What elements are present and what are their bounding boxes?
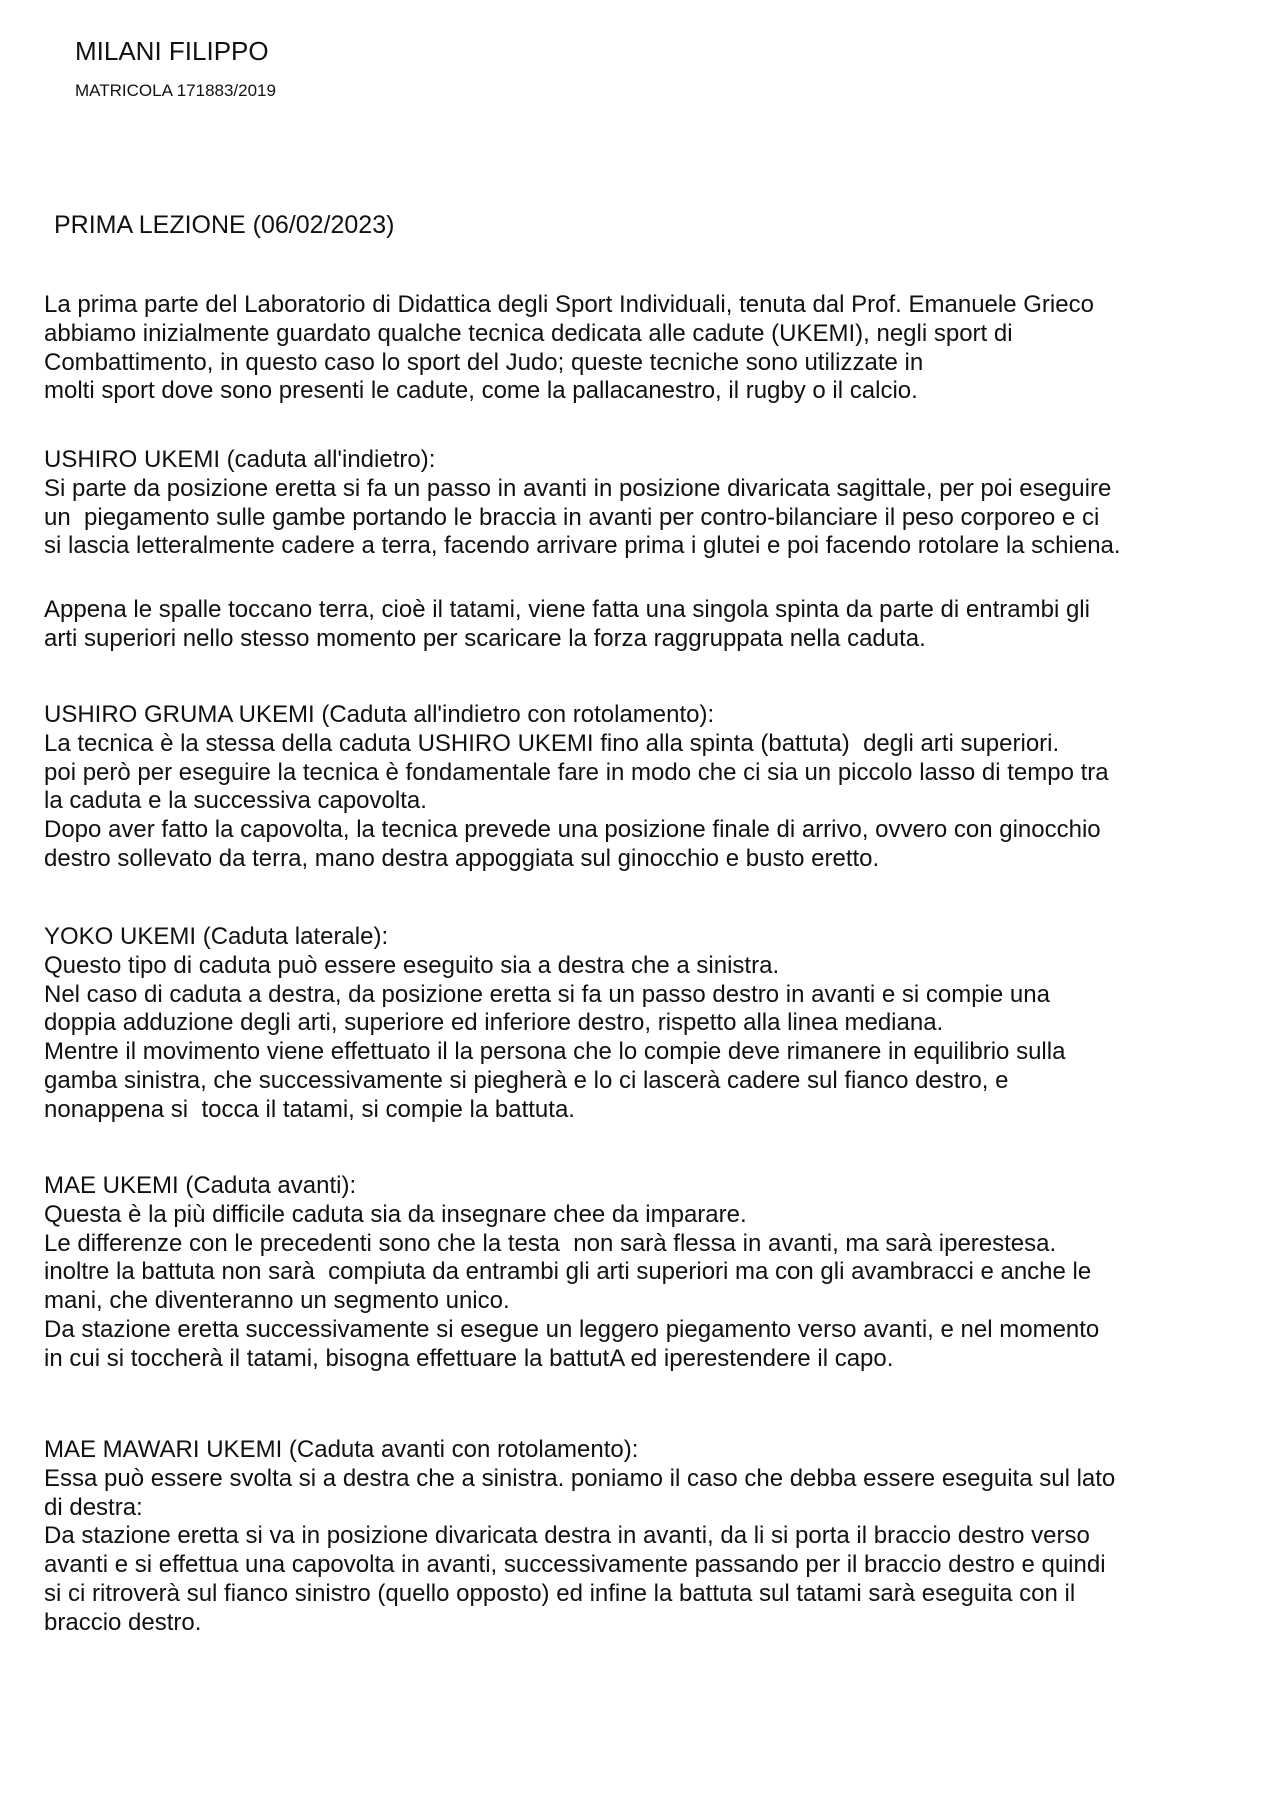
lesson-title: PRIMA LEZIONE (06/02/2023) bbox=[54, 211, 395, 239]
text-line: Da stazione eretta successivamente si esegue un leggero piegamento verso avanti, e nel momento bbox=[44, 1315, 1100, 1343]
text-line: mani, che diventeranno un segmento unico. bbox=[44, 1287, 510, 1315]
section-mae-ukemi bbox=[44, 1172, 1244, 1374]
text-line: Nel caso di caduta a destra, da posizione eretta si fa un passo destro in avanti e si compie una bbox=[44, 980, 1050, 1008]
section-mae-mawari-ukemi bbox=[44, 1436, 1244, 1638]
section-heading: USHIRO GRUMA UKEMI (Caduta all'indietro con rotolamento): bbox=[44, 701, 715, 728]
text-line: Mentre il movimento viene effettuato il la persona che lo compie deve rimanere in equilibrio sulla bbox=[44, 1038, 1066, 1066]
section-ushiro-ukemi-continued bbox=[44, 596, 1244, 654]
text-line: braccio destro. bbox=[44, 1608, 202, 1636]
text-line: Questa è la più difficile caduta sia da insegnare chee da imparare. bbox=[44, 1200, 747, 1228]
text-line: gamba sinistra, che successivamente si piegherà e lo ci lascerà cadere sul fianco destro, e bbox=[44, 1066, 1009, 1094]
intro-paragraph bbox=[44, 291, 1244, 406]
text-line: in cui si toccherà il tatami, bisogna effettuare la battutA ed iperestendere il capo. bbox=[44, 1344, 894, 1372]
author-name: MILANI FILIPPO bbox=[75, 36, 269, 66]
text-line: Dopo aver fatto la capovolta, la tecnica prevede una posizione finale di arrivo, ovvero con ginocchio bbox=[44, 816, 1101, 844]
student-id: MATRICOLA 171883/2019 bbox=[75, 81, 276, 100]
section-heading: YOKO UKEMI (Caduta laterale): bbox=[44, 923, 389, 950]
section-heading: USHIRO UKEMI (caduta all'indietro): bbox=[44, 446, 436, 473]
text-line: Si parte da posizione eretta si fa un passo in avanti in posizione divaricata sagittale, per poi eseguire bbox=[44, 474, 1112, 502]
text-line: Da stazione eretta si va in posizione divaricata destra in avanti, da li si porta il braccio destro verso bbox=[44, 1522, 1090, 1550]
text-line: un piegamento sulle gambe portando le braccia in avanti per contro-bilanciare il peso corporeo e ci bbox=[44, 503, 1100, 531]
text-line: di destra: bbox=[44, 1493, 143, 1521]
text-line: avanti e si effettua una capovolta in avanti, successivamente passando per il braccio destro e quindi bbox=[44, 1551, 1106, 1579]
text-line: destro sollevato da terra, mano destra appoggiata sul ginocchio e busto eretto. bbox=[44, 844, 880, 872]
text-line: abbiamo inizialmente guardato qualche tecnica dedicata alle cadute (UKEMI), negli sport di bbox=[44, 319, 1013, 347]
section-yoko-ukemi bbox=[44, 923, 1244, 1125]
text-line: arti superiori nello stesso momento per scaricare la forza raggruppata nella caduta. bbox=[44, 624, 926, 652]
text-line: poi però per eseguire la tecnica è fondamentale fare in modo che ci sia un piccolo lasso di tempo tra bbox=[44, 758, 1109, 786]
text-line: la caduta e la successiva capovolta. bbox=[44, 787, 427, 815]
text-line: La prima parte del Laboratorio di Didattica degli Sport Individuali, tenuta dal Prof. Emanuele Grieco bbox=[44, 291, 1094, 318]
section-heading: MAE MAWARI UKEMI (Caduta avanti con rotolamento): bbox=[44, 1436, 639, 1463]
section-heading: MAE UKEMI (Caduta avanti): bbox=[44, 1172, 357, 1199]
text-line: Combattimento, in questo caso lo sport del Judo; queste tecniche sono utilizzate in bbox=[44, 348, 924, 376]
text-line: si lascia letteralmente cadere a terra, facendo arrivare prima i glutei e poi facendo rotolare la schiena. bbox=[44, 532, 1121, 560]
text-line: La tecnica è la stessa della caduta USHIRO UKEMI fino alla spinta (battuta) degli arti superiori. bbox=[44, 729, 1060, 757]
text-line: doppia adduzione degli arti, superiore ed inferiore destro, rispetto alla linea mediana. bbox=[44, 1009, 944, 1037]
section-ushiro-ukemi bbox=[44, 446, 1244, 561]
text-line: inoltre la battuta non sarà compiuta da entrambi gli arti superiori ma con gli avambracci e anche le bbox=[44, 1258, 1092, 1286]
text-line: Appena le spalle toccano terra, cioè il tatami, viene fatta una singola spinta da parte di entrambi gli bbox=[44, 596, 1090, 623]
section-ushiro-gruma-ukemi bbox=[44, 701, 1244, 874]
text-line: Essa può essere svolta si a destra che a sinistra. poniamo il caso che debba essere eseguita sul lato bbox=[44, 1464, 1116, 1492]
text-line: Questo tipo di caduta può essere eseguito sia a destra che a sinistra. bbox=[44, 951, 780, 979]
text-line: Le differenze con le precedenti sono che la testa non sarà flessa in avanti, ma sarà iperestesa. bbox=[44, 1229, 1057, 1257]
text-line: si ci ritroverà sul fianco sinistro (quello opposto) ed infine la battuta sul tatami sarà eseguita con il bbox=[44, 1579, 1076, 1607]
text-line: nonappena si tocca il tatami, si compie la battuta. bbox=[44, 1095, 575, 1123]
text-line: molti sport dove sono presenti le cadute, come la pallacanestro, il rugby o il calcio. bbox=[44, 377, 918, 405]
